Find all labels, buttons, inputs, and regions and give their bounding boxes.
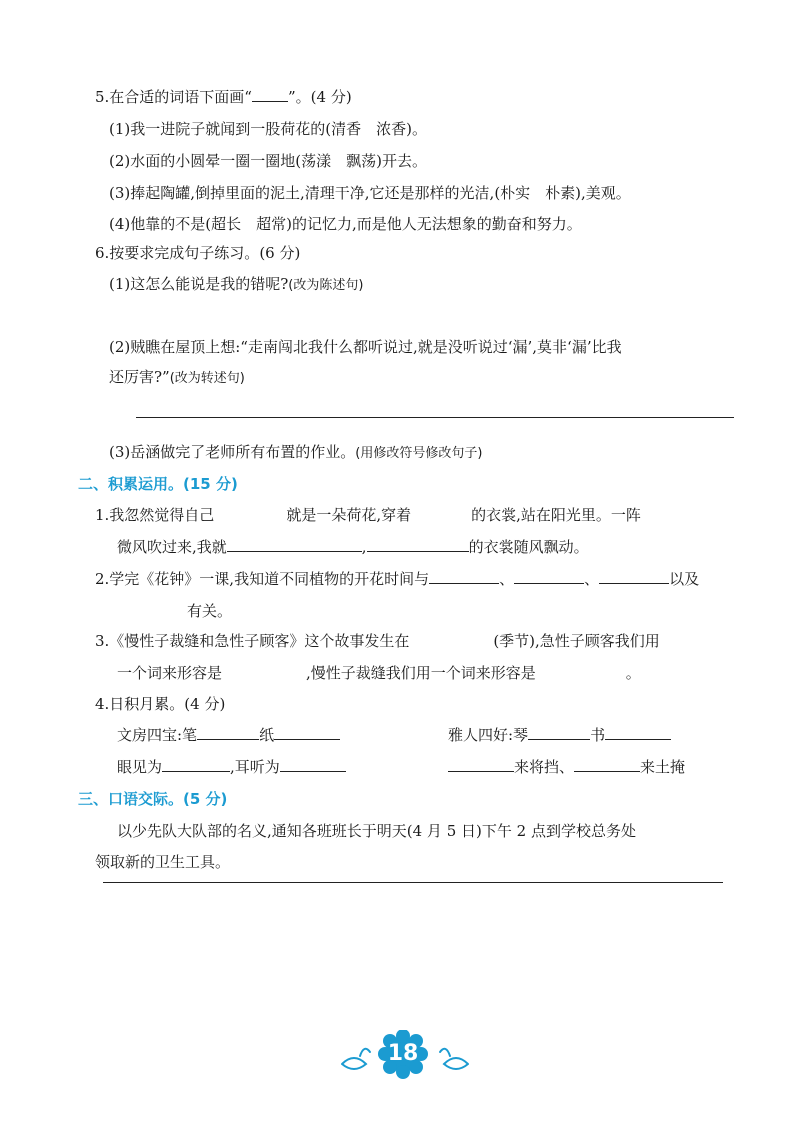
s2-q4-blank-6[interactable] [280,756,346,772]
s2-q4-blank-1[interactable] [197,724,259,740]
s2-q2-blank-1[interactable] [429,568,499,584]
q5-item-1: (1)我一进院子就闻到一股荷花的(清香 浓香)。 [109,120,427,138]
page-number: 18 [387,1041,419,1066]
s2-q1-line2: 微风吹过来,我就 , 的衣裳随风飘动。 [117,538,589,556]
s2-q4-row2-left: 眼见为 ,耳听为 [117,756,346,778]
left-sprout-icon [360,1049,370,1056]
s2-q4-blank-3[interactable] [528,724,590,740]
s2-q4-blank-5[interactable] [162,756,230,772]
s2-q4-blank-2[interactable] [274,724,340,740]
s2-q4-title: 4.日积月累。(4 分) [95,695,226,713]
s2-q4-blank-7[interactable] [448,756,514,772]
s2-q2-blank-3[interactable] [599,568,669,584]
s2-q2-line1: 2.学完《花钟》一课,我知道不同植物的开花时间与 、 、 以及 [95,570,700,588]
s2-q1-line1: 1.我忽然觉得自己 就是一朵荷花,穿着 的衣裳,站在阳光里。一阵 [95,506,641,524]
s2-q4-blank-8[interactable] [574,756,640,772]
q6-answer-line[interactable] [136,417,734,418]
right-leaf-icon [444,1058,468,1069]
s2-q3-line2: 一个词来形容是 ,慢性子裁缝我们用一个词来形容是 。 [117,664,641,682]
s2-q4-row1-right: 雅人四好:琴 书 [448,724,671,746]
s2-q4-blank-4[interactable] [605,724,671,740]
s2-q4-row1-left: 文房四宝:笔 纸 [117,724,340,746]
q6-item-3-hint: (用修改符号修改句子) [355,446,483,461]
s3-para-line2: 领取新的卫生工具。 [95,853,231,871]
q6-item-1-hint: (改为陈述句) [288,278,364,293]
section-2-title: 二、积累运用。(15 分) [78,475,238,493]
left-leaf-icon [342,1058,366,1069]
section-3-title: 三、口语交际。(5 分) [78,790,228,808]
q5-item-2: (2)水面的小圆晕一圈一圈地(荡漾 飘荡)开去。 [109,152,427,170]
s2-q1-blank-1[interactable] [227,536,362,552]
q6-item-2-line2: 还厉害?”(改为转述句) [109,368,245,386]
q5-item-4: (4)他靠的不是(超长 超常)的记忆力,而是他人无法想象的勤奋和努力。 [109,215,582,233]
q6-item-2-hint: (改为转述句) [169,371,245,386]
q6-item-3: (3)岳涵做完了老师所有布置的作业。(用修改符号修改句子) [109,443,483,461]
s2-q2-line2: 有关。 [187,602,233,620]
q5-underline-sample [252,86,288,102]
q6-title: 6.按要求完成句子练习。(6 分) [95,244,301,262]
q6-item-2-line1: (2)贼瞧在屋顶上想:“走南闯北我什么都听说过,就是没听说过‘漏’,莫非‘漏’比我 [109,338,622,356]
s3-answer-line[interactable] [103,882,723,883]
q5-item-3: (3)捧起陶罐,倒掉里面的泥土,清理干净,它还是那样的光洁,(朴实 朴素),美观。 [109,184,631,202]
s2-q1-blank-2[interactable] [367,536,469,552]
s2-q2-blank-2[interactable] [514,568,584,584]
s3-para-line1: 以少先队大队部的名义,通知各班班长于明天(4 月 5 日)下午 2 点到学校总务处 [117,822,636,840]
q5-title: 5.在合适的词语下面画“ ”。(4 分) [95,88,352,106]
s2-q3-line1: 3.《慢性子裁缝和急性子顾客》这个故事发生在 (季节),急性子顾客我们用 [95,632,660,650]
right-sprout-icon [440,1049,450,1056]
page-footer [340,1030,470,1080]
s2-q4-row2-right: 来将挡、 来土掩 [448,756,685,778]
q6-item-1: (1)这怎么能说是我的错呢?(改为陈述句) [109,275,364,293]
